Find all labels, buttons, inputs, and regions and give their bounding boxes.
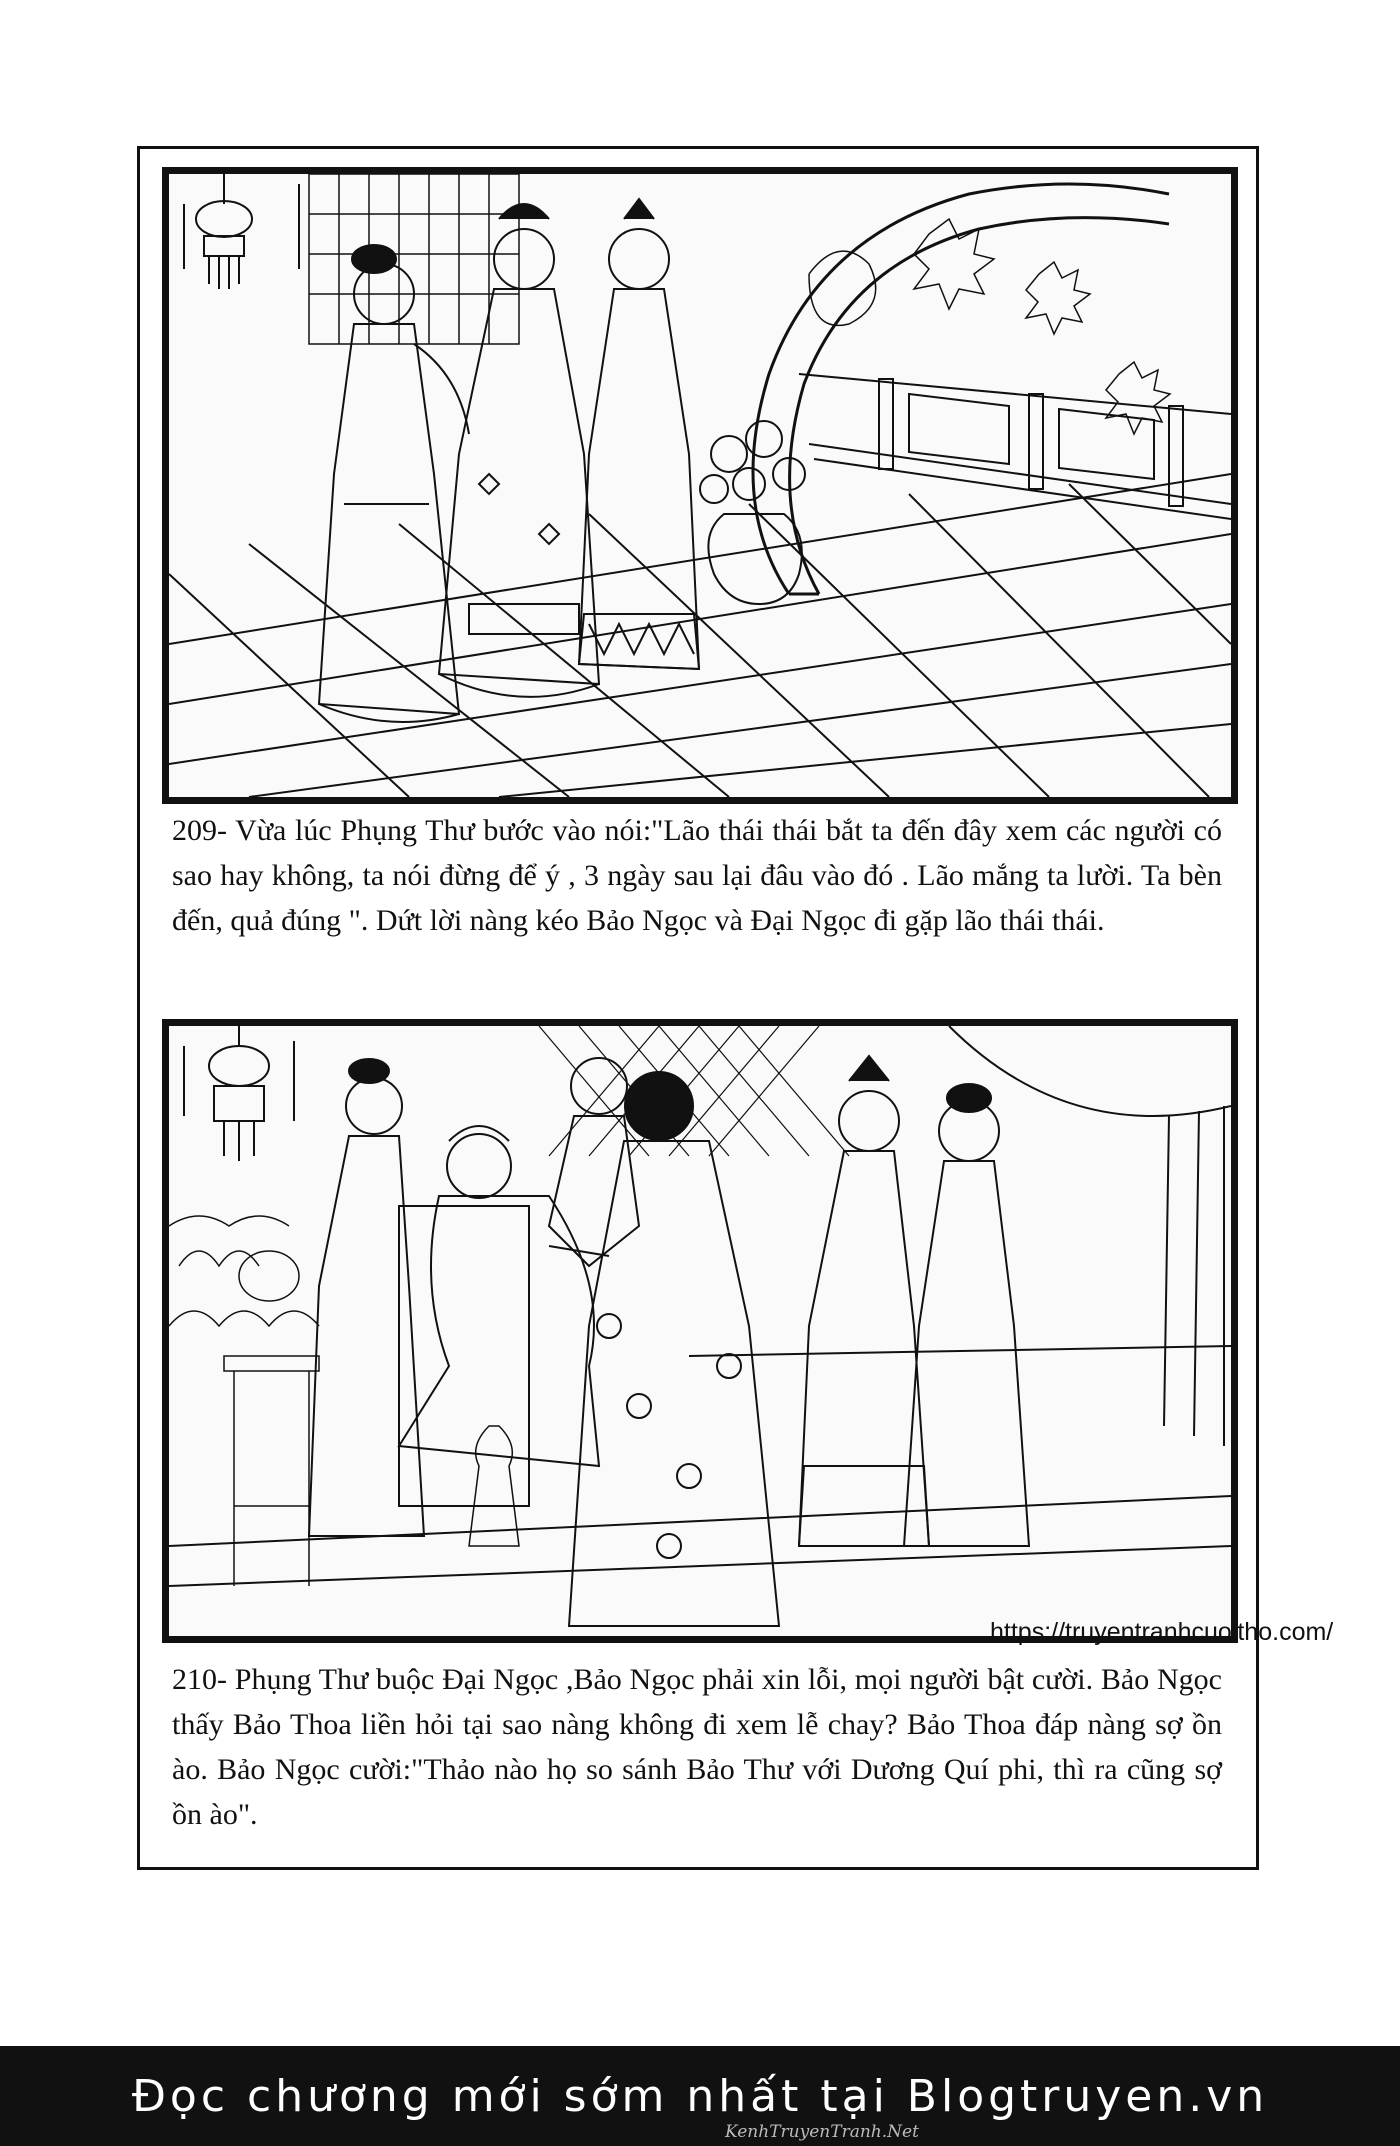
woman-figure-attendant-left [309,1059,424,1536]
seated-elder-figure [399,1126,609,1506]
site-watermark: KenhTruyenTranh.Net [725,2122,919,2142]
source-url-watermark: https://truyentranhcuoitho.com/ [990,1618,1334,1646]
woman-figure-center-back [569,1072,779,1626]
woman-figure-right [579,199,699,669]
floor [169,1346,1231,1586]
woman-figure-left [319,245,469,722]
panel-209-caption: 209- Vừa lúc Phụng Thư bước vào nói:"Lão thái thái bắt ta đến đây xem các người có sao hay không, ta nói đừng để ý , 3 ngày sau lại đâu vào đó . Lão mắng ta lười. Ta bèn đến, quả đúng ". Dứt lời nàng kéo Bảo Ngọc và Đại Ngọc đi gặp lão thái thái. [172,814,1222,937]
tiled-floor [169,474,1231,797]
balustrade [799,374,1231,519]
comic-panel-210 [162,1019,1238,1643]
woman-figure-behind [549,1058,639,1266]
curtain [949,1026,1231,1446]
hanging-lantern [184,174,299,289]
panel-209-illustration [169,174,1231,797]
plants-and-stand [169,1216,519,1586]
hanging-lantern [184,1026,294,1161]
panel-210-illustration [169,1026,1231,1636]
lattice-screen [539,1026,849,1156]
comic-panel-209 [162,167,1238,804]
footer-banner-text: Đọc chương mới sớm nhất tại Blogtruyen.vn [131,2070,1269,2122]
tree-foliage [809,219,1170,434]
woman-figure-far-right [904,1084,1029,1546]
footer-banner [0,2046,1400,2146]
panel-210-caption: 210- Phụng Thư buộc Đại Ngọc ,Bảo Ngọc phải xin lỗi, mọi người bật cười. Bảo Ngọc thấy Bảo Thoa liền hỏi tại sao nàng không đi xem lễ chay? Bảo Thoa đáp nàng sợ ồn ào. Bảo Ngọc cười:"Thảo nào họ so sánh Bảo Thư với Dương Quí phi, thì ra cũng sợ ồn ào". [172,1663,1222,1831]
